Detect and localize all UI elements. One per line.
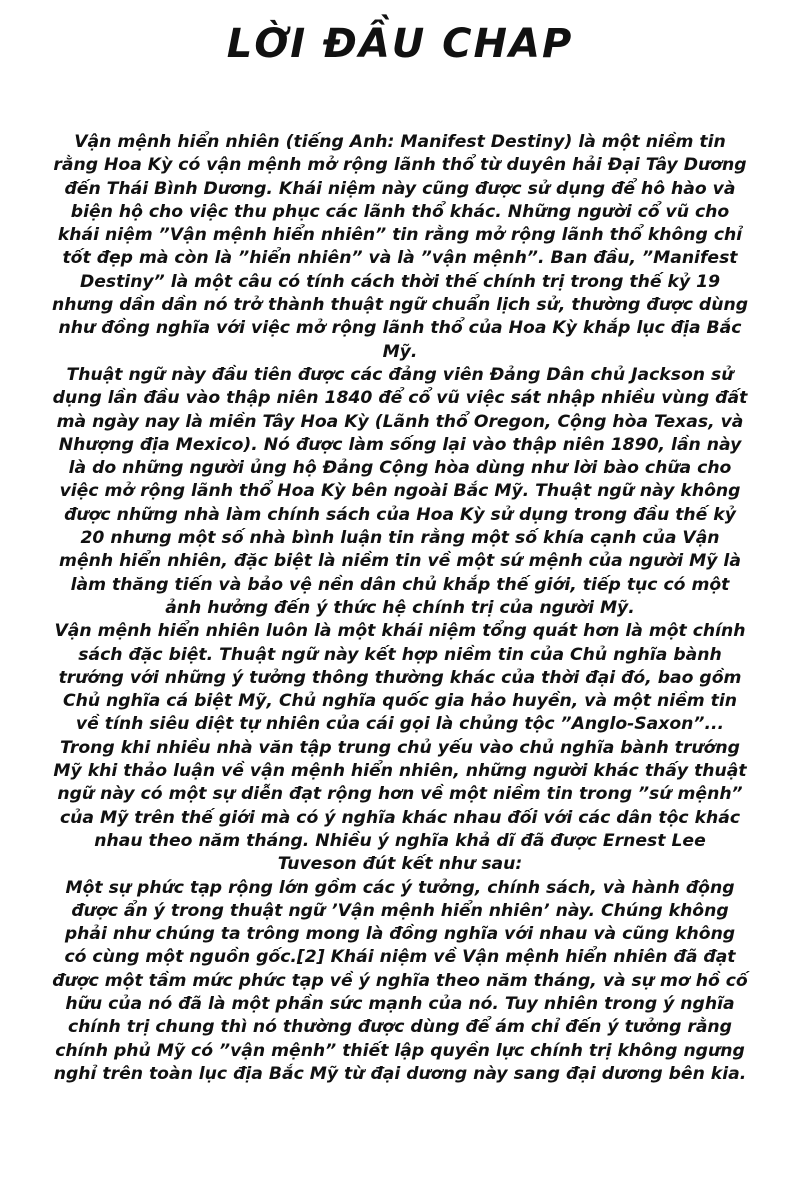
paragraph-term-history: Thuật ngữ này đầu tiên được các đảng viên Đảng Dân chủ Jackson sử dụng lần đầu vào thập niên 1840 để cổ vũ việc sát nhập nhiều vùng đất mà ngày nay là miền Tây Hoa Kỳ (Lãnh thổ Oregon, Cộng hòa Texas, và Nhượng địa Mexico). Nó được làm sống lại vào thập niên 1890, lần này là do những người ủng hộ Đảng Cộng hòa dùng như lời bào chữa cho việc mở rộng lãnh thổ Hoa Kỳ bên ngoài Bắc Mỹ. Thuật ngữ này không được những nhà làm chính sách của Hoa Kỳ sử dụng trong đầu thế kỷ 20 nhưng một số nhà bình luận tin rằng một số khía cạnh của Vận mệnh hiển nhiên, đặc biệt là niềm tin về một sứ mệnh của người Mỹ là làm thăng tiến và bảo vệ nền dân chủ khắp thế giới, tiếp tục có một ảnh hưởng đến ý thức hệ chính trị của người Mỹ. [52, 364, 748, 618]
intro-text-block [52, 131, 748, 1086]
paragraph-manifest-destiny-definition: Vận mệnh hiển nhiên (tiếng Anh: Manifest Destiny) là một niềm tin rằng Hoa Kỳ có vận mệnh mở rộng lãnh thổ từ duyên hải Đại Tây Dương đến Thái Bình Dương. Khái niệm này cũng được sử dụng để hô hào và biện hộ cho việc thu phục các lãnh thổ khác. Những người cổ vũ cho khái niệm ”Vận mệnh hiển nhiên” tin rằng mở rộng lãnh thổ không chỉ tốt đẹp mà còn là ”hiển nhiên” và là ”vận mệnh”. Ban đầu, ”Manifest Destiny” là một câu có tính cách thời thế chính trị trong thế kỷ 19 nhưng dần dần nó trở thành thuật ngữ chuẩn lịch sử, thường được dùng như đồng nghĩa với việc mở rộng lãnh thổ của Hoa Kỳ khắp lục địa Bắc Mỹ. [52, 132, 749, 362]
page-title: LỜI ĐẦU CHAP [226, 21, 574, 67]
paragraph-general-concept: Vận mệnh hiển nhiên luôn là một khái niệm tổng quát hơn là một chính sách đặc biệt. Thuật ngữ này kết hợp niềm tin của Chủ nghĩa bành trướng với những ý tưởng thông thường khác của thời đại đó, bao gồm Chủ nghĩa cá biệt Mỹ, Chủ nghĩa quốc gia hảo huyền, và một niềm tin về tính siêu diệt tự nhiên của cái gọi là chủng tộc ”Anglo-Saxon”... Trong khi nhiều nhà văn tập trung chủ yếu vào chủ nghĩa bành trướng Mỹ khi thảo luận về vận mệnh hiển nhiên, những người khác thấy thuật ngữ này có một sự diễn đạt rộng hơn về một niềm tin trong ”sứ mệnh” của Mỹ trên thế giới mà có ý nghĩa khác nhau đối với các dân tộc khác nhau theo năm tháng. Nhiều ý nghĩa khả dĩ đã được Ernest Lee Tuveson đút kết như sau: [53, 621, 747, 875]
paragraph-tuveson-quote: Một sự phức tạp rộng lớn gồm các ý tưởng, chính sách, và hành động được ẩn ý trong thuật ngữ ’Vận mệnh hiển nhiên’ này. Chúng không phải như chúng ta trông mong là đồng nghĩa với nhau và cũng không có cùng một nguồn gốc.[2] Khái niệm về Vận mệnh hiển nhiên đã đạt được một tầm mức phức tạp về ý nghĩa theo năm tháng, và sự mơ hồ cố hữu của nó đã là một phần sức mạnh của nó. Tuy nhiên trong ý nghĩa chính trị chung thì nó thường được dùng để ám chỉ đến ý tưởng rằng chính phủ Mỹ có ”vận mệnh” thiết lập quyền lực chính trị không ngưng nghỉ trên toàn lục địa Bắc Mỹ từ đại dương này sang đại dương bên kia. [52, 877, 748, 1084]
